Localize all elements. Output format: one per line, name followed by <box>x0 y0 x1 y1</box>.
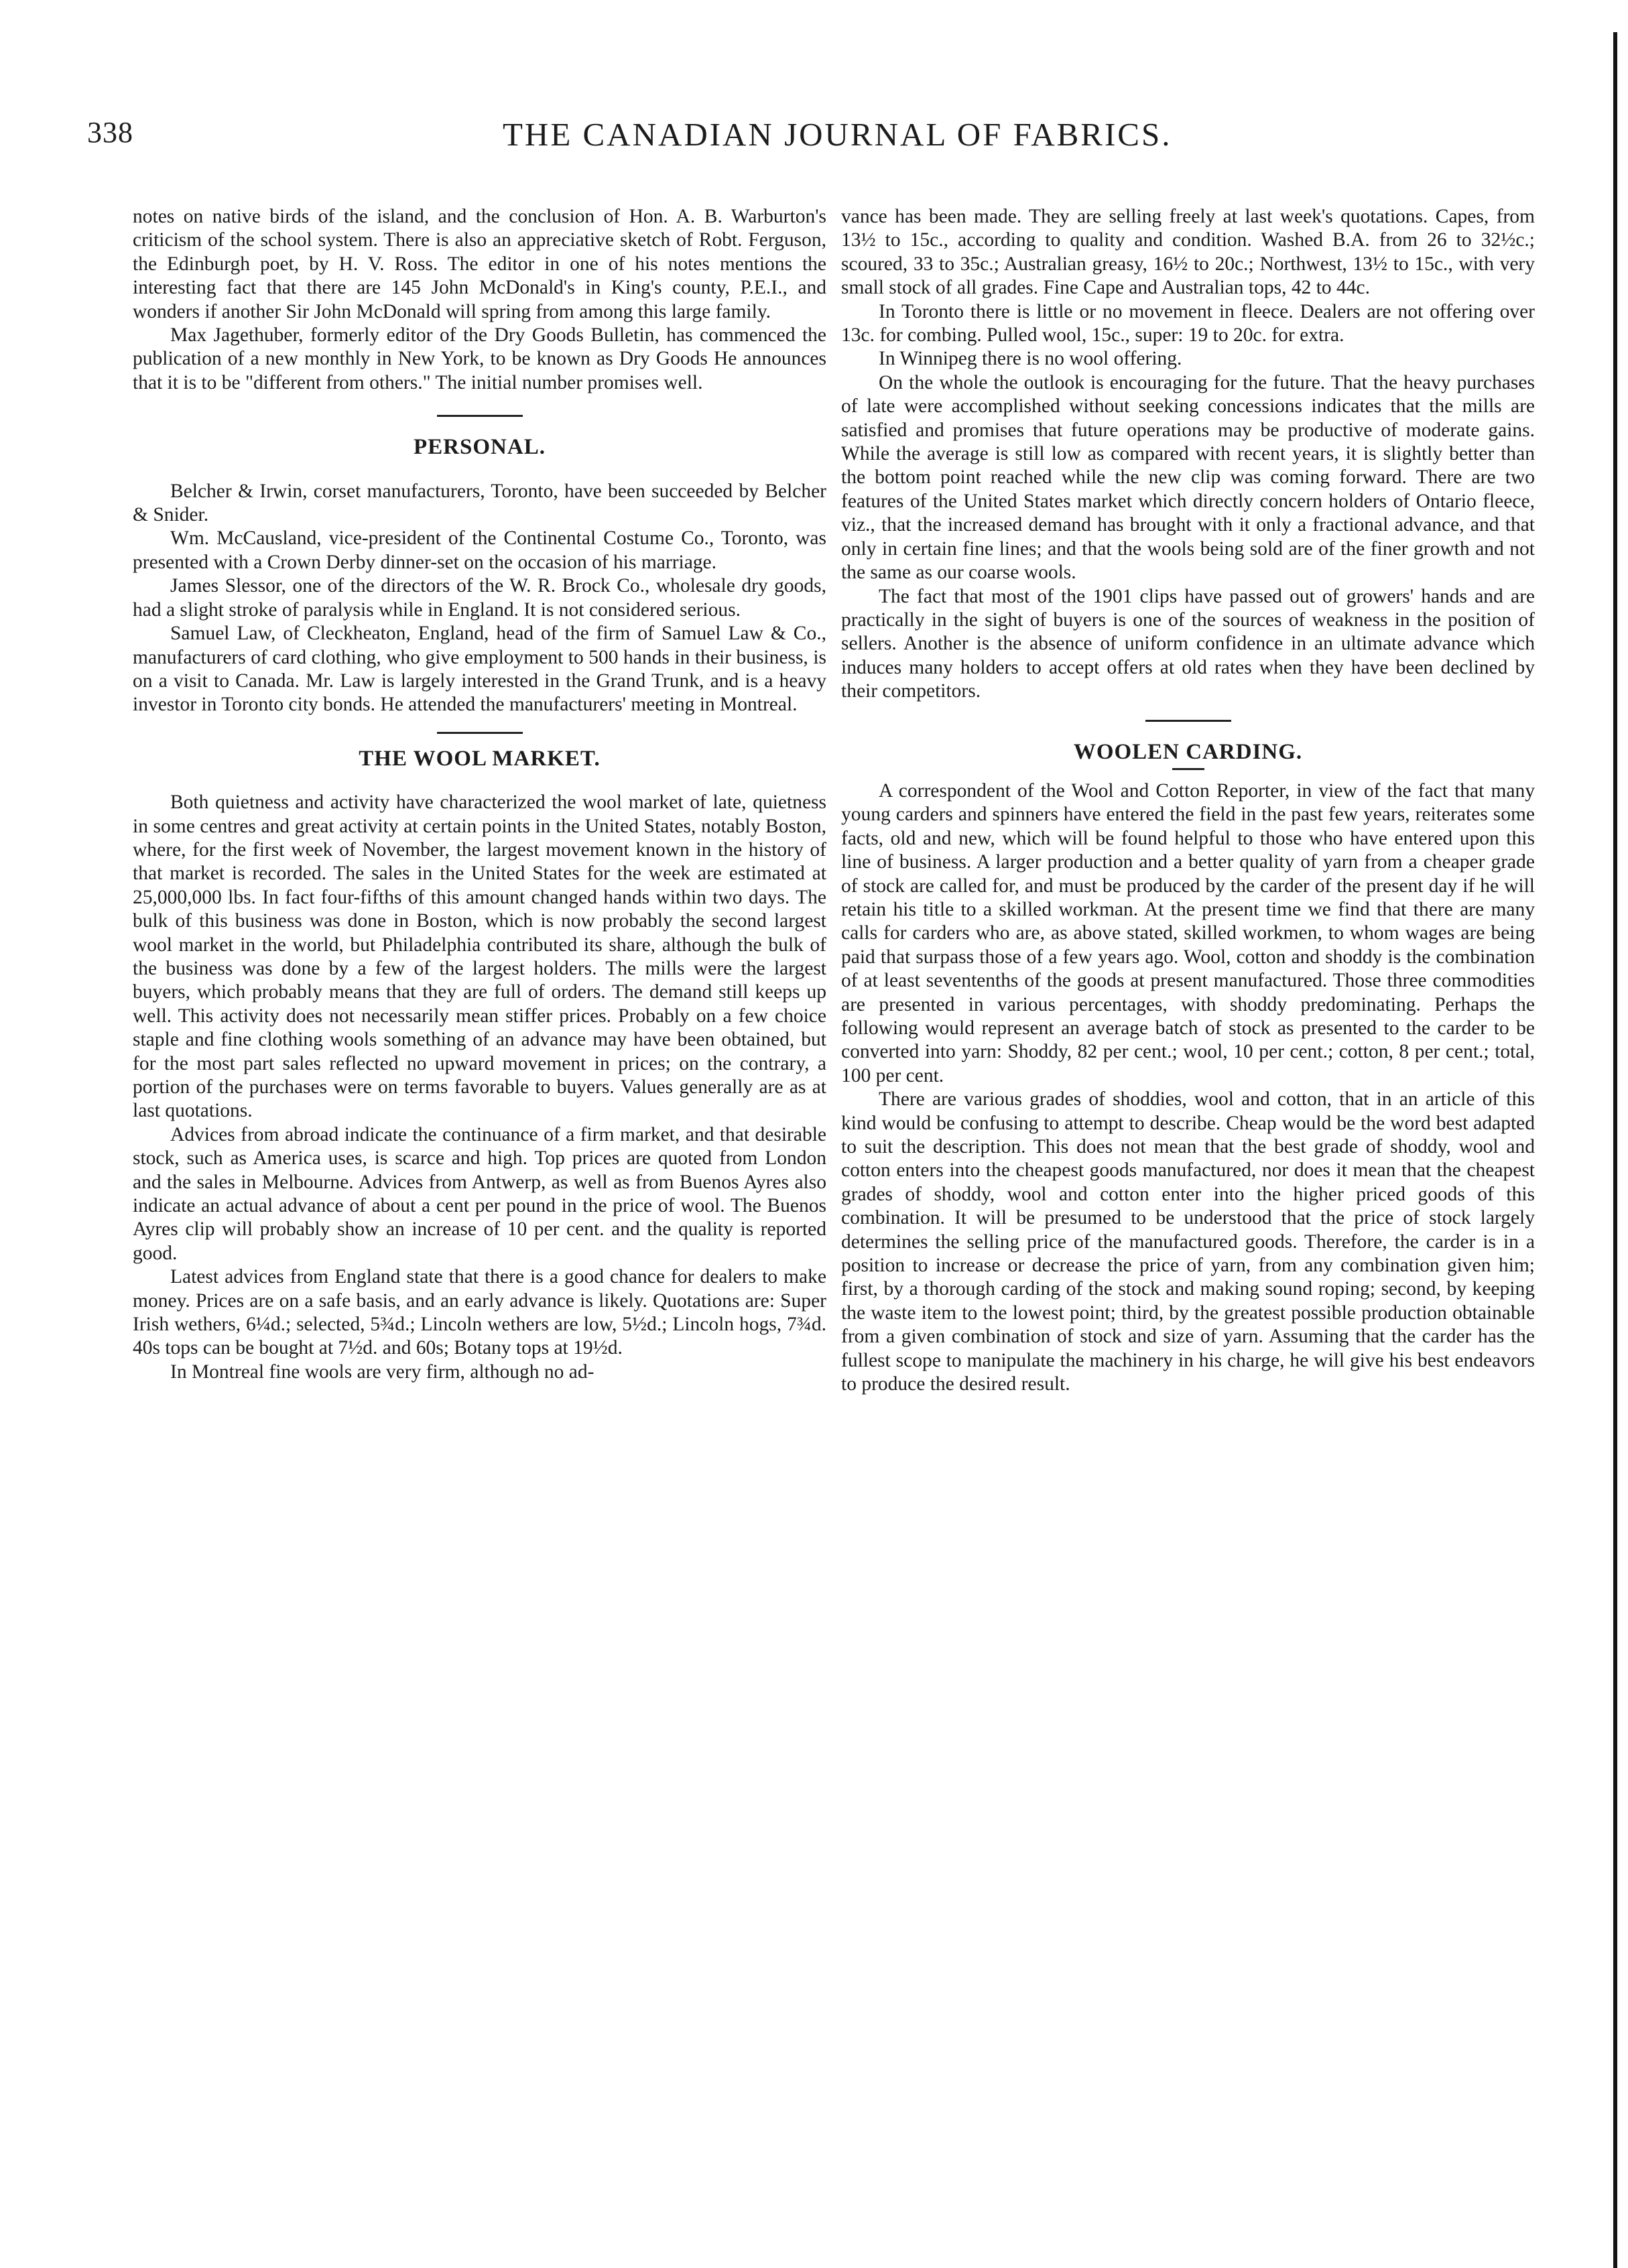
paragraph: vance has been made. They are selling freely at last week's quotations. Capes, from 13½ to 15c., according to quality and condition. Washed B.A. from 26 to 32½c.; scoured, 33 to 35c.; Australian greasy, 16½ to 20c.; Northwest, 13½ to 15c., with very small stock of all grades. Fine Cape and Australian tops, 42 to 44c. <box>841 206 1535 299</box>
paragraph: notes on native birds of the island, and the conclusion of Hon. A. B. Warburton's criticism of the school system. There is also an appreciative sketch of Robt. Ferguson, the Edinburgh poet, by H. V. Ross. The editor in one of his notes mentions the interesting fact that there are 145 John McDonald's in King's county, P.E.I., and wonders if another Sir John McDonald will spring from among this large family. <box>133 206 826 322</box>
page-number: 338 <box>87 116 133 149</box>
paragraph: In Winnipeg there is no wool offering. <box>879 348 1182 370</box>
paragraph: Latest advices from England state that there is a good chance for dealers to make money. Prices are on a safe basis, and an early advance is likely. Quotations are: Super Irish wethers, 6¼d.; selected, 5¾d.; Lincoln wethers are low, 5½d.; Lincoln hogs, 7¾d. 40s tops can be bought at 7½d. and 60s; Botany tops at 19½d. <box>133 1266 826 1359</box>
paragraph: Advices from abroad indicate the continuance of a firm market, and that desirable stock, such as America uses, is scarce and high. Top prices are quoted from London and the sales in Melbourne. Advices from Antwerp, as well as from Buenos Ayres also indicate an actual advance of about a cent per pound in the price of wool. The Buenos Ayres clip will probably show an increase of 10 per cent. and the quality is reported good. <box>133 1123 826 1264</box>
paragraph: A correspondent of the Wool and Cotton Reporter, in view of the fact that many young carders and spinners have entered the field in the past few years, reiterates some facts, old and new, which will be found helpful to those who have entered upon this line of business. A larger production and a better quality of yarn from a cheaper grade of stock are called for, and must be produced by the carder of the present day if he will retain his title to a skilled workman. At the present time we find that there are many calls for carders who are, as above stated, skilled workmen, to whom wages are being paid that surpass those of a few years ago. Wool, cotton and shoddy is the combination of at least seventenths of the goods at present manufactured. Those three commodities are presented in various percentages, with shoddy predominating. Perhaps the following would represent an average batch of stock as presented to the carder to be converted into yarn: Shoddy, 82 per cent.; wool, 10 per cent.; cotton, 8 per cent.; total, 100 per cent. <box>841 779 1535 1086</box>
section-heading-wool-market: THE WOOL MARKET. <box>359 746 601 771</box>
paragraph: Both quietness and activity have characterized the wool market of late, quietness in some centres and great activity at certain points in the United States, notably Boston, where, for the first week of November, the largest movement known in the history of that market is recorded. The sales in the United States for the week are estimated at 25,000,000 lbs. In fact four-fifths of this amount changed hands within two days. The bulk of this business was done in Boston, which is now probably the second largest wool market in the world, but Philadelphia contributed its share, although the bulk of the business was done by a few of the largest holders. The mills were the largest buyers, which probably means that they are full of orders. The demand still keeps up well. This activity does not necessarily mean stiffer prices. Probably on a few choice staple and fine clothing wools something of an advance may have been obtained, but for the most part sales reflected no upward movement in prices; on the contrary, a portion of the purchases were on terms favorable to buyers. Values generally are as at last quotations. <box>133 792 826 1122</box>
section-heading-personal: PERSONAL. <box>414 435 546 460</box>
page-edge-rule <box>1613 32 1617 2268</box>
paragraph: Samuel Law, of Cleckheaton, England, head of the firm of Samuel Law & Co., manufacturers of card clothing, who give employment to 500 hands in their business, is on a visit to Canada. Mr. Law is largely interested in the Grand Trunk, and is a heavy investor in Toronto city bonds. He attended the manufacturers' meeting in Montreal. <box>133 623 826 716</box>
section-divider <box>1145 720 1231 722</box>
paragraph: Wm. McCausland, vice-president of the Continental Costume Co., Toronto, was presented with a Crown Derby dinner-set on the occasion of his marriage. <box>133 527 826 573</box>
paragraph: In Montreal fine wools are very firm, although no ad- <box>170 1361 594 1383</box>
paragraph: Belcher & Irwin, corset manufacturers, Toronto, have been succeeded by Belcher & Snider. <box>133 480 826 526</box>
paragraph: Max Jagethuber, formerly editor of the Dry Goods Bulletin, has commenced the publication of a new monthly in New York, to be known as Dry Goods He announces that it is to be "different from others." The initial number promises well. <box>133 324 826 393</box>
paragraph: There are various grades of shoddies, wool and cotton, that in an article of this kind would be confusing to attempt to describe. Cheap would be the word best adapted to suit the description. This does not mean that the best grade of shoddy, wool and cotton enters into the cheapest goods manufactured, nor does it mean that the cheapest grades of shoddy, wool and cotton enter into the higher priced goods of this combination. It will be presumed to be understood that the price of stock largely determines the selling price of the manufactured goods. Therefore, the carder is in a position to increase or decrease the price of yarn, from any combination given him; first, by a thorough carding of the stock and making sound roping; second, by keeping the waste item to the lowest point; third, by the greatest possible production obtainable from a given combination of stock and size of yarn. Assuming that the carder has the fullest scope to manipulate the machinery in his charge, he will give his best endeavors to produce the desired result. <box>841 1088 1535 1395</box>
section-heading-woolen-carding: WOOLEN CARDING. <box>1073 739 1303 764</box>
page-header <box>87 115 1535 176</box>
journal-title: THE CANADIAN JOURNAL OF FABRICS. <box>503 116 1172 153</box>
section-divider <box>437 732 523 734</box>
paragraph: In Toronto there is little or no movement in fleece. Dealers are not offering over 13c. for combing. Pulled wool, 15c., super: 19 to 20c. for extra. <box>841 300 1535 346</box>
paragraph: On the whole the outlook is encouraging for the future. That the heavy purchases of late were accomplished without seeking concessions indicates that the mills are satisfied and promises that future operations may be productive of moderate gains. While the average is still low as compared with recent years, it is slightly better than the bottom point reached while the new clip was coming forward. There are two features of the United States market which directly concern holders of Ontario fleece, viz., that the increased demand has brought with it only a fractional advance, and that only in certain fine lines; and that the wools being sold are of the finer growth and not the same as our coarse wools. <box>841 371 1535 584</box>
paragraph: The fact that most of the 1901 clips have passed out of growers' hands and are practically in the sight of buyers is one of the sources of weakness in the position of sellers. Another is the absence of uniform confidence in an ultimate advance which induces many holders to accept offers at old rates when they have been declined by their competitors. <box>841 585 1535 702</box>
heading-underline <box>1172 768 1204 770</box>
section-divider <box>437 415 523 417</box>
paragraph: James Slessor, one of the directors of the W. R. Brock Co., wholesale dry goods, had a slight stroke of paralysis while in England. It is not considered serious. <box>133 575 826 621</box>
right-column <box>841 205 1535 1397</box>
left-column <box>133 205 826 1384</box>
